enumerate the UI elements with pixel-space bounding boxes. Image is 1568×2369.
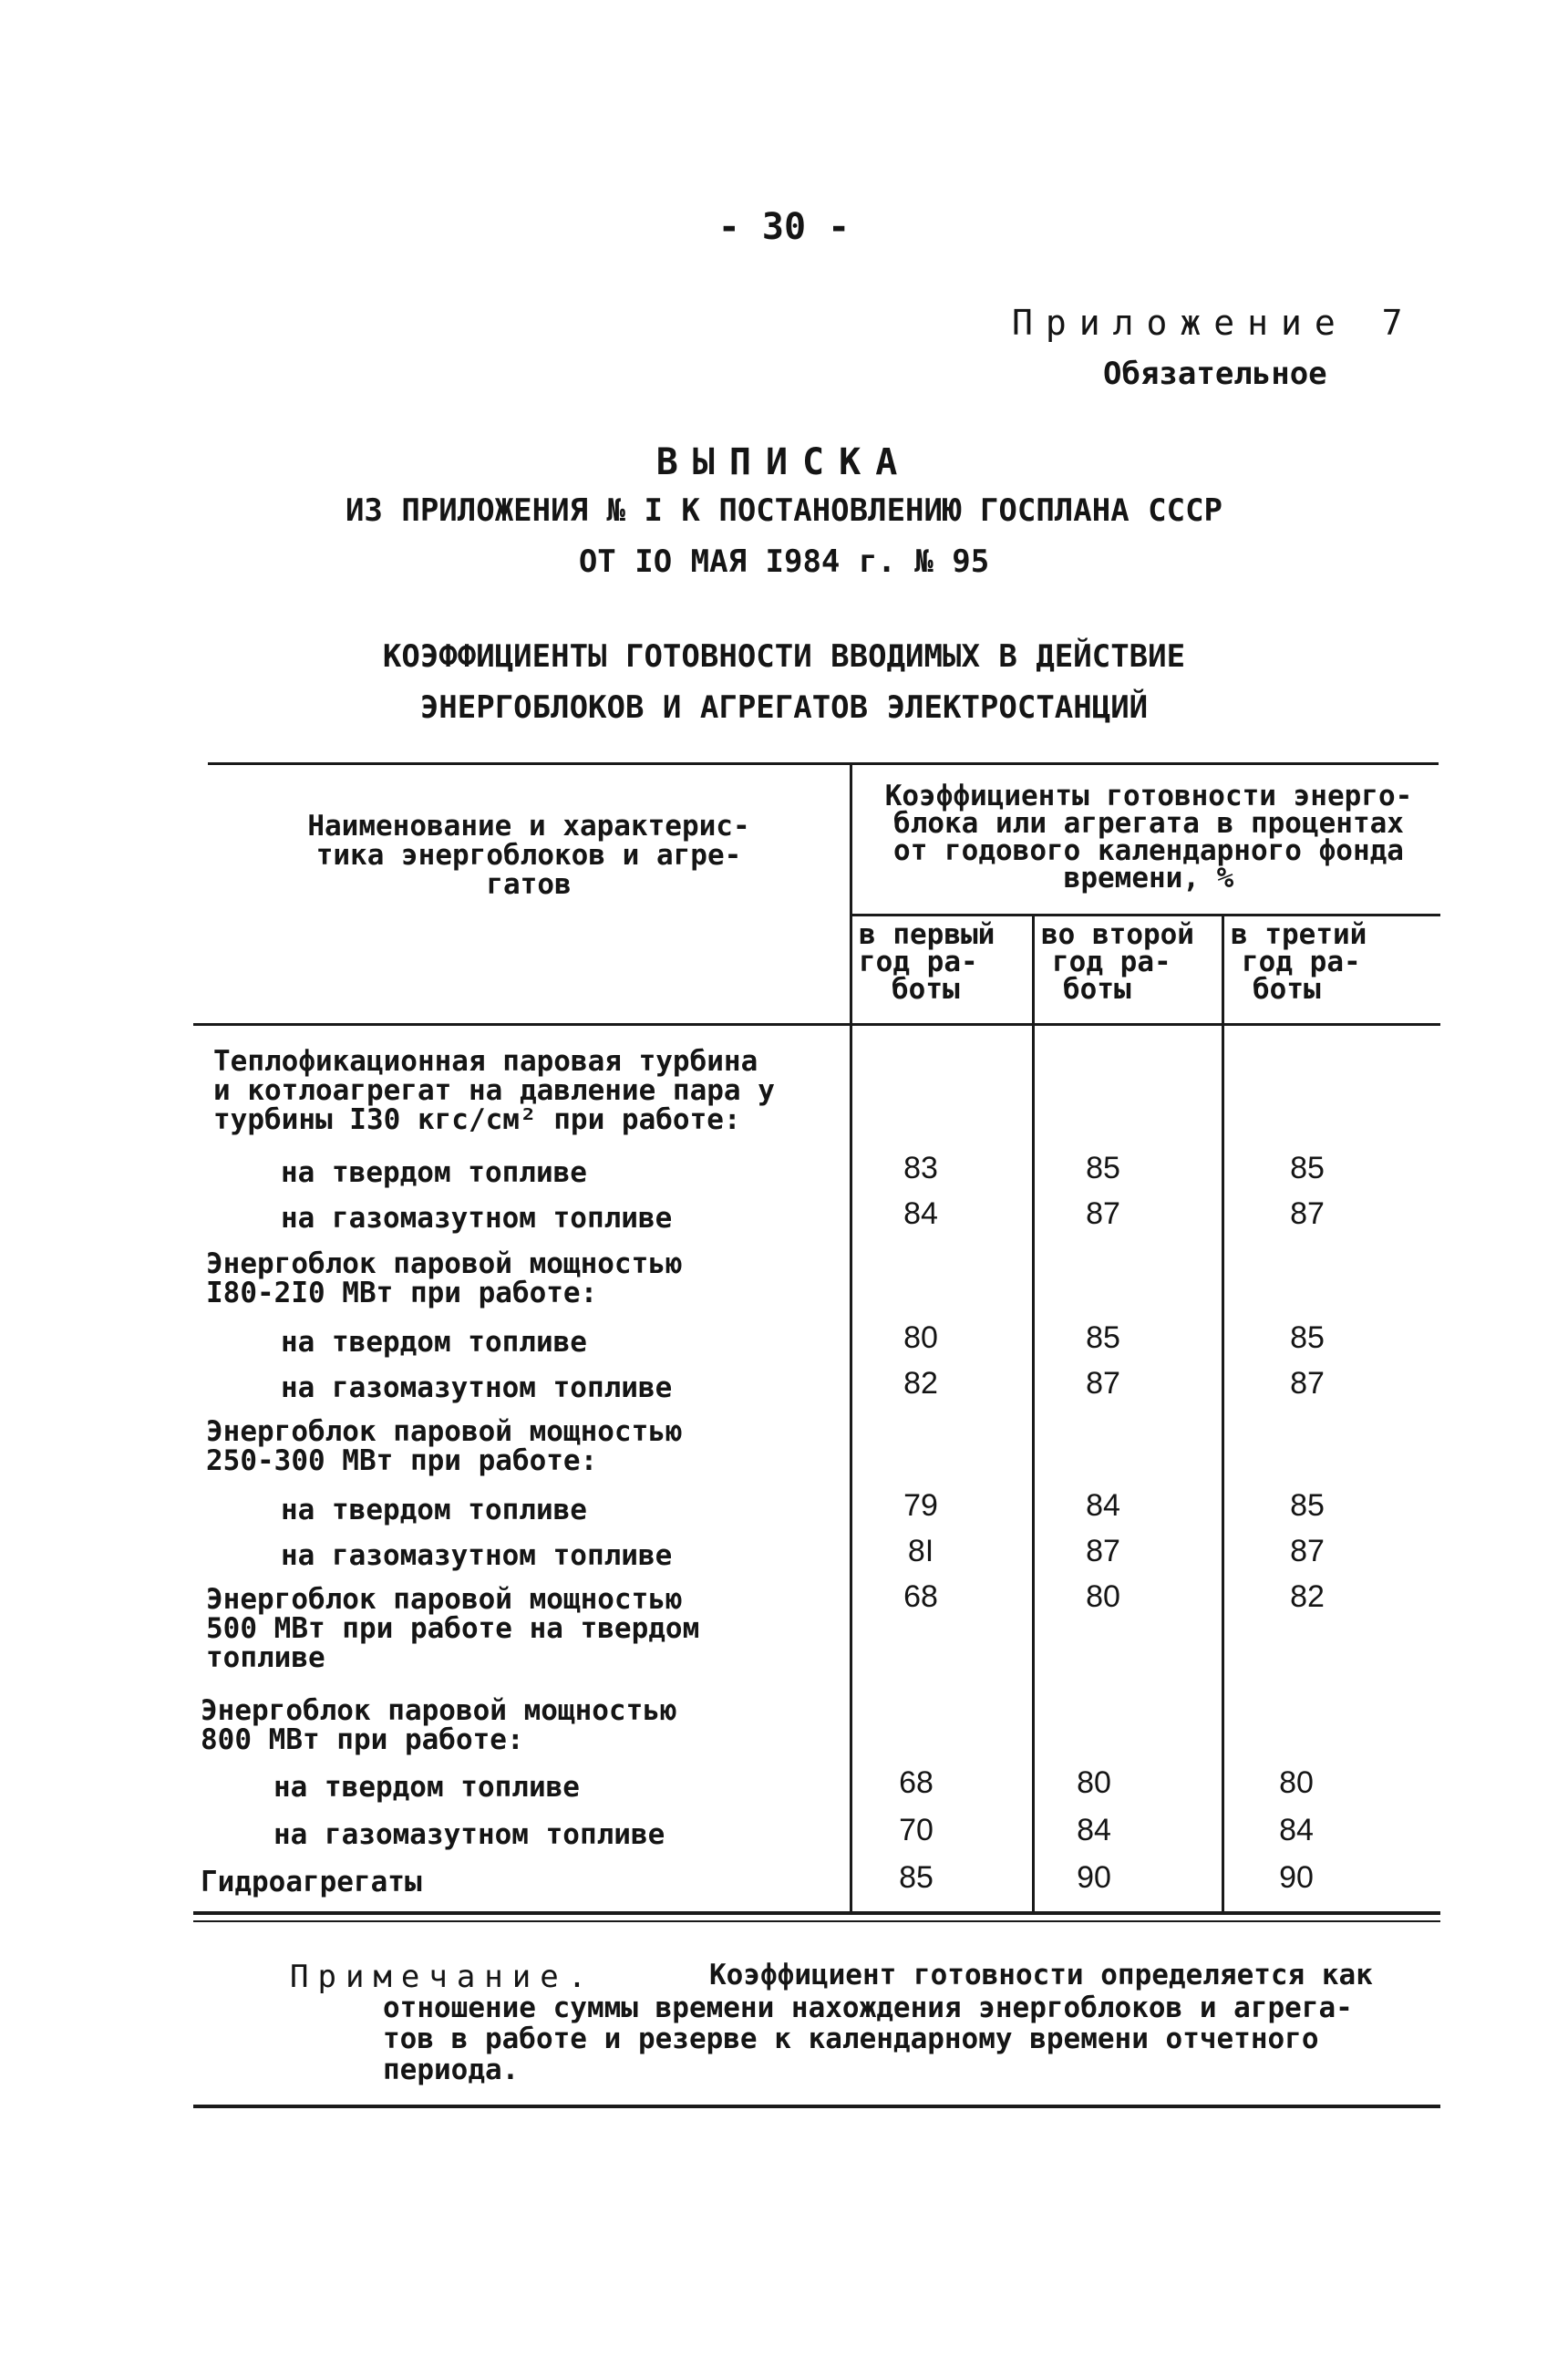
col-header-year2-line2: год ра- (1052, 946, 1171, 978)
row-label: на газомазутном топливе (281, 1371, 673, 1404)
col-header-year3 (1231, 918, 1431, 1006)
cell-year1: 68 (903, 1579, 938, 1614)
col-header-name-line3: гатов (486, 868, 572, 901)
row-label (213, 1047, 775, 1134)
cell-year2: 90 (1077, 1860, 1111, 1895)
cell-year3: 87 (1290, 1534, 1325, 1568)
col-header-year2-line1: во второй (1041, 918, 1194, 951)
document-subtitle-line2: ОТ IO МАЯ I984 г. № 95 (578, 543, 990, 580)
row-label: на твердом топливе (273, 1771, 580, 1804)
col-header-year2 (1041, 918, 1220, 1006)
cell-year2: 85 (1086, 1151, 1120, 1185)
cell-year2: 87 (1086, 1196, 1120, 1231)
col-header-year1-line1: в первый (859, 918, 995, 951)
cell-year3: 90 (1279, 1860, 1314, 1895)
cell-year2: 87 (1086, 1366, 1120, 1401)
cell-year1: 84 (903, 1196, 938, 1231)
table-bottom-rule (193, 1911, 1440, 1915)
col-header-year1 (859, 918, 1028, 1006)
cell-year1: 8I (907, 1534, 934, 1568)
row-label-line1: Энергоблок паровой мощностью (206, 1247, 683, 1280)
row-label-line3: турбины I30 кгс/см² при работе: (213, 1103, 741, 1136)
col-header-year3-line3: боты (1253, 973, 1321, 1006)
cell-year3: 85 (1290, 1320, 1325, 1355)
row-label-line2: 800 МВт при работе: (201, 1723, 524, 1756)
col-divider-2 (1032, 916, 1035, 1913)
col-divider-1 (850, 764, 852, 1913)
cell-year1: 68 (899, 1765, 934, 1800)
row-label-line2: I80-2I0 МВт при работе: (206, 1277, 598, 1309)
cell-year1: 85 (899, 1860, 934, 1895)
document-title: ВЫПИСКА (655, 441, 913, 483)
col-header-name (219, 812, 839, 899)
note-line4: периода. (383, 2053, 520, 2086)
col-header-group-line3: от годового календарного фонда (893, 834, 1404, 867)
page-number: - 30 - (717, 206, 851, 248)
col-header-group-line4: времени, % (1063, 862, 1234, 895)
row-label: на газомазутном топливе (281, 1539, 673, 1572)
row-label (206, 1585, 699, 1672)
row-label-line2: и котлоагрегат на давление пара у (213, 1074, 775, 1107)
row-label: на газомазутном топливе (273, 1818, 665, 1851)
header-bottom-rule (193, 1023, 1440, 1026)
cell-year2: 87 (1086, 1534, 1120, 1568)
note-line1: Коэффициент готовности определяется как (709, 1959, 1373, 1991)
group-header-rule (852, 914, 1440, 916)
cell-year3: 80 (1279, 1765, 1314, 1800)
cell-year2: 80 (1077, 1765, 1111, 1800)
col-header-group-line1: Коэффициенты готовности энерго- (884, 780, 1413, 812)
cell-year2: 84 (1077, 1813, 1111, 1847)
cell-year3: 82 (1290, 1579, 1325, 1614)
col-header-name-line2: тика энергоблоков и агре- (315, 839, 742, 872)
cell-year2: 80 (1086, 1579, 1120, 1614)
note-line2: отношение суммы времени нахождения энергоблоков и агрега- (383, 1991, 1353, 2024)
cell-year1: 82 (903, 1366, 938, 1401)
col-header-year1-line2: год ра- (859, 946, 978, 978)
row-label (201, 1696, 677, 1754)
table-heading-line1: КОЭФФИЦИЕНТЫ ГОТОВНОСТИ ВВОДИМЫХ В ДЕЙСТВИЕ (382, 638, 1186, 675)
row-label (206, 1249, 683, 1308)
note-line3: тов в работе и резерве к календарному времени отчетного (383, 2022, 1319, 2055)
row-label (206, 1417, 683, 1475)
cell-year1: 83 (903, 1151, 938, 1185)
cell-year3: 85 (1290, 1151, 1325, 1185)
col-header-year3-line1: в третий (1231, 918, 1367, 951)
col-header-year3-line2: год ра- (1242, 946, 1361, 978)
note-bottom-rule (193, 2105, 1440, 2108)
row-label-line3: топливе (206, 1641, 325, 1674)
cell-year2: 85 (1086, 1320, 1120, 1355)
row-label: на твердом топливе (281, 1156, 587, 1189)
row-label-line2: 500 МВт при работе на твердом (206, 1612, 700, 1645)
row-label: Гидроагрегаты (201, 1866, 422, 1898)
row-label: на твердом топливе (281, 1326, 587, 1359)
col-header-name-line1: Наименование и характерис- (307, 810, 750, 843)
annex-label: Приложение 7 (1012, 303, 1416, 343)
document-subtitle-line1: ИЗ ПРИЛОЖЕНИЯ № I К ПОСТАНОВЛЕНИЮ ГОСПЛАНА СССР (345, 492, 1223, 529)
row-label: на твердом топливе (281, 1494, 587, 1526)
row-label-line1: Энергоблок паровой мощностью (206, 1583, 683, 1616)
note-label: Примечание. (290, 1959, 596, 1995)
row-label-line1: Энергоблок паровой мощностью (206, 1415, 683, 1448)
col-header-group-line2: блока или агрегата в процентах (893, 807, 1404, 840)
row-label-line2: 250-300 МВт при работе: (206, 1444, 598, 1477)
row-label-line1: Теплофикационная паровая турбина (213, 1045, 758, 1078)
col-header-year2-line3: боты (1063, 973, 1131, 1006)
table-top-rule (208, 762, 1439, 765)
cell-year3: 84 (1279, 1813, 1314, 1847)
table-heading-line2: ЭНЕРГОБЛОКОВ И АГРЕГАТОВ ЭЛЕКТРОСТАНЦИЙ (419, 689, 1149, 726)
cell-year1: 70 (899, 1813, 934, 1847)
cell-year2: 84 (1086, 1488, 1120, 1523)
cell-year1: 80 (903, 1320, 938, 1355)
cell-year3: 87 (1290, 1366, 1325, 1401)
annex-status: Обязательное (1103, 356, 1327, 392)
cell-year3: 87 (1290, 1196, 1325, 1231)
cell-year3: 85 (1290, 1488, 1325, 1523)
col-divider-3 (1222, 916, 1224, 1913)
table-bottom-rule-2 (193, 1920, 1440, 1922)
row-label: на газомазутном топливе (281, 1202, 673, 1235)
cell-year1: 79 (903, 1488, 938, 1523)
col-header-year1-line3: боты (892, 973, 960, 1006)
row-label-line1: Энергоблок паровой мощностью (201, 1694, 677, 1727)
col-header-group (857, 780, 1440, 895)
